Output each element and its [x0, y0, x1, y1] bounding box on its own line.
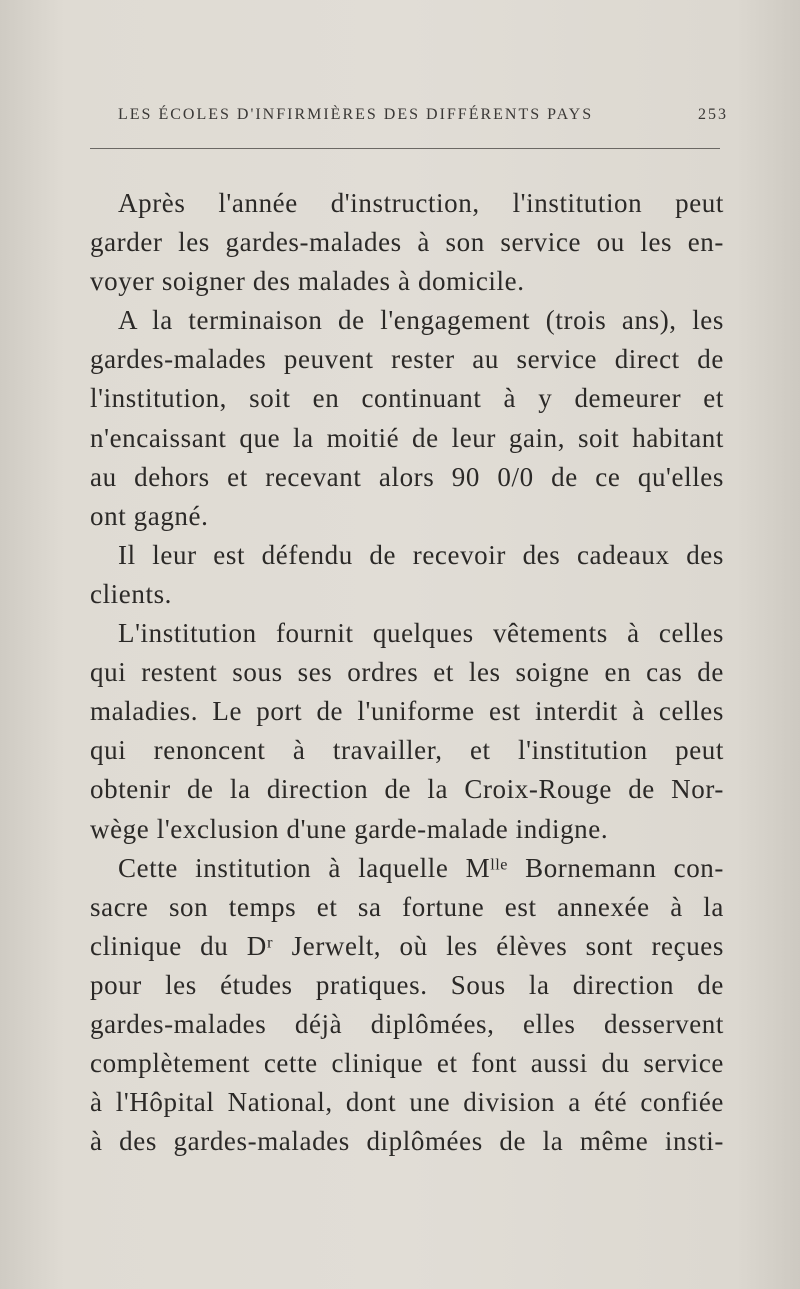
page-number: 253 [698, 106, 728, 123]
running-title: LES ÉCOLES D'INFIRMIÈRES DES DIFFÉRENTS PAYS [118, 106, 594, 123]
text-line: Il leur est défendu de recevoir des cadeaux des [118, 539, 724, 570]
text-line: Cette institution à laquelle Mˡˡᵉ Bornemann con- [118, 852, 724, 883]
text-line: ont gagné. [90, 500, 209, 531]
paragraph-1 [90, 184, 724, 301]
text-line: maladies. Le port de l'uniforme est interdit à celles [90, 696, 724, 727]
text-line: à des gardes-malades diplômées de la même insti- [90, 1126, 724, 1157]
paragraph-3 [90, 536, 724, 614]
text-line: clients. [90, 578, 173, 609]
text-line: garder les gardes-malades à son service ou les en- [90, 227, 724, 258]
text-line: pour les études pratiques. Sous la direction de [90, 969, 724, 1000]
text-line: l'institution, soit en continuant à y demeurer et [90, 383, 724, 414]
body-text [90, 184, 724, 1161]
text-line: gardes-malades peuvent rester au service direct de [90, 344, 724, 375]
paragraph-2 [90, 301, 724, 536]
paragraph-5 [90, 849, 724, 1162]
text-line: qui renoncent à travailler, et l'institution peut [90, 735, 724, 766]
text-line: à l'Hôpital National, dont une division a été confiée [90, 1087, 724, 1118]
text-line: gardes-malades déjà diplômées, elles desservent [90, 1008, 724, 1039]
text-line: wège l'exclusion d'une garde-malade indigne. [90, 813, 609, 844]
text-line: Après l'année d'instruction, l'institution peut [118, 188, 724, 218]
text-line: voyer soigner des malades à domicile. [90, 266, 525, 297]
paragraph-4 [90, 614, 724, 849]
text-line: sacre son temps et sa fortune est annexée à la [90, 891, 724, 922]
text-line: obtenir de la direction de la Croix-Rouge de Nor- [90, 774, 724, 805]
text-line: complètement cette clinique et font aussi du service [90, 1048, 724, 1079]
text-line: au dehors et recevant alors 90 0/0 de ce qu'elles [90, 461, 724, 492]
text-line: n'encaissant que la moitié de leur gain, soit habitant [90, 422, 724, 453]
text-line: qui restent sous ses ordres et les soigne en cas de [90, 657, 724, 688]
text-line: A la terminaison de l'engagement (trois ans), les [118, 305, 724, 336]
text-line: L'institution fournit quelques vêtements à celles [118, 618, 724, 649]
running-head [118, 106, 728, 130]
text-line: clinique du Dʳ Jerwelt, où les élèves sont reçues [90, 930, 724, 961]
header-rule [90, 148, 720, 149]
